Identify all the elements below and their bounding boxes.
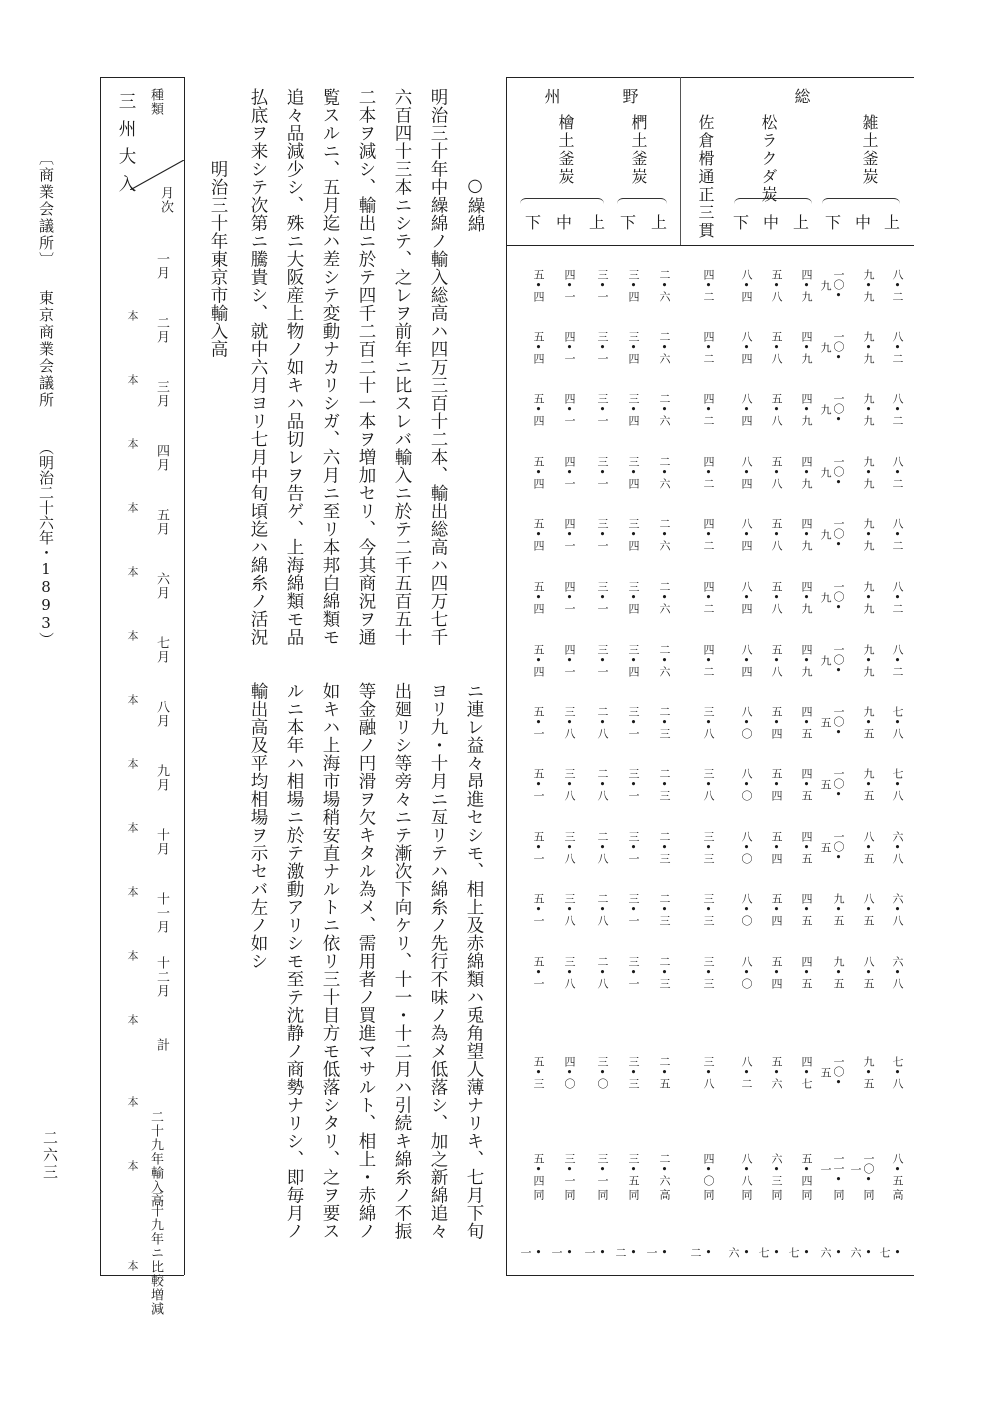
price-cell: 一〇•九 xyxy=(819,456,845,488)
price-cell: 八•二 xyxy=(891,269,904,301)
price-cell: 三•四 xyxy=(627,518,640,550)
price-cell: 五•四 xyxy=(770,831,783,863)
price-cell: 八•五 xyxy=(862,893,875,925)
price-cell: 同 xyxy=(702,1189,715,1199)
price-cell: 四•五 xyxy=(800,706,813,738)
price-cell: 三•四 xyxy=(627,331,640,363)
price-cell: 一〇•九 xyxy=(819,581,845,613)
price-cell: 五•四 xyxy=(532,518,545,550)
price-cell: 五•四 xyxy=(532,581,545,613)
price-cell: 八•〇 xyxy=(740,706,753,738)
price-cell: 三•四 xyxy=(627,269,640,301)
price-cell: 同 xyxy=(532,1189,545,1199)
price-cell: 四•五 xyxy=(800,956,813,988)
price-cell: 四•二 xyxy=(702,518,715,550)
unit-mark: 本 xyxy=(126,374,139,385)
price-cell: 五•八 xyxy=(770,269,783,301)
source-label: 〔商業会議所〕 xyxy=(37,150,55,269)
price-cell: 五•八 xyxy=(770,331,783,363)
price-cell: 七•八 xyxy=(891,1056,904,1088)
price-cell: 五•四 xyxy=(770,893,783,925)
price-cell: 三•八 xyxy=(702,768,715,800)
price-cell: 三•一 xyxy=(596,269,609,301)
price-cell: 五•四 xyxy=(770,768,783,800)
unit-mark: 本 xyxy=(126,1014,139,1025)
grade-label: 上 xyxy=(589,213,608,232)
price-cell: 四•二 xyxy=(702,393,715,425)
grade-label: 上 xyxy=(651,213,670,232)
region-divider xyxy=(680,77,681,245)
grade-label: 中 xyxy=(855,213,874,232)
grade-label: 上 xyxy=(884,213,903,232)
import-table-bottom-rule xyxy=(100,1275,184,1276)
month-header: 十月 xyxy=(154,828,169,856)
price-cell: 八•四 xyxy=(740,518,753,550)
price-cell: 三•八 xyxy=(702,706,715,738)
price-cell: 同 xyxy=(770,1189,783,1199)
product-zatsu-dogama: 雑土釜炭 xyxy=(860,114,879,186)
price-cell: 五•一 xyxy=(532,706,545,738)
price-cell: 五•四 xyxy=(532,393,545,425)
passage-line: 等金融ノ円滑ヲ欠キタル為メ、需用者ノ買進マサルト、相上・赤綿ノ xyxy=(356,682,376,1240)
price-cell: 八•五 xyxy=(891,1153,904,1185)
price-cell: 五•四 xyxy=(532,644,545,676)
price-cell: 九•九 xyxy=(862,269,875,301)
publisher-label: 東京商業会議所 xyxy=(37,290,55,409)
price-cell: •六 xyxy=(727,1246,753,1258)
price-cell: 二•六 xyxy=(658,518,671,550)
table-header-rule xyxy=(506,245,914,246)
unit-mark: 本 xyxy=(126,566,139,577)
price-cell: 八•二 xyxy=(891,644,904,676)
price-cell: 五•四 xyxy=(770,706,783,738)
price-cell: 五•一 xyxy=(532,831,545,863)
price-cell: 八•四 xyxy=(740,331,753,363)
region-label-sou: 総 xyxy=(792,88,811,106)
price-cell: 三•一 xyxy=(596,518,609,550)
import-table-left-rule xyxy=(100,77,101,1275)
price-cell: •一 xyxy=(550,1246,576,1258)
price-cell: 八•四 xyxy=(740,644,753,676)
price-cell: 八•四 xyxy=(740,581,753,613)
price-cell: 五•一 xyxy=(532,956,545,988)
passage-line: 覧スルニ、五月迄ハ差シテ変動ナカリシガ、六月ニ至リ本邦白綿類モ xyxy=(320,88,340,646)
price-cell: 八•〇 xyxy=(740,956,753,988)
price-cell: 三•一 xyxy=(596,1153,609,1185)
price-cell: 五•八 xyxy=(770,644,783,676)
price-cell: 八•二 xyxy=(891,393,904,425)
price-cell: •一 xyxy=(645,1246,671,1258)
price-cell: 高 xyxy=(891,1189,904,1199)
price-cell: 四•九 xyxy=(800,393,813,425)
month-header: 六月 xyxy=(154,572,169,600)
price-cell: 二•八 xyxy=(596,893,609,925)
price-cell: 三•〇 xyxy=(596,1056,609,1088)
price-cell: 二•八 xyxy=(596,831,609,863)
price-cell: 四•二 xyxy=(702,581,715,613)
price-cell: 四•〇 xyxy=(563,1056,576,1088)
passage-line: 明治三十年中繰綿ノ輸入総高ハ四万三百十二本、輸出総高ハ四万七千 xyxy=(428,88,448,646)
price-cell: 三•八 xyxy=(563,956,576,988)
price-cell: 四•〇 xyxy=(702,1153,715,1185)
unit-mark: 本 xyxy=(126,1260,139,1271)
price-cell: 三•一 xyxy=(596,456,609,488)
price-cell: 四•一 xyxy=(563,644,576,676)
price-cell: 二•五 xyxy=(658,1056,671,1088)
price-cell: 三•一 xyxy=(563,1153,576,1185)
price-cell: 四•一 xyxy=(563,456,576,488)
price-cell: 三•四 xyxy=(627,581,640,613)
price-cell: 四•九 xyxy=(800,644,813,676)
month-header: 一月 xyxy=(154,252,169,280)
unit-mark: 本 xyxy=(126,950,139,961)
month-header: 八月 xyxy=(154,700,169,728)
price-cell: 五•四 xyxy=(532,1153,545,1185)
price-cell: 同 xyxy=(740,1189,753,1199)
price-cell: 八•〇 xyxy=(740,768,753,800)
price-cell: 三•五 xyxy=(627,1153,640,1185)
price-cell: 三•一 xyxy=(596,331,609,363)
passage-line: ニ連レ益々昂進セシモ、相上及赤綿類ハ兎角望人薄ナリキ、七月下旬 xyxy=(464,682,484,1240)
price-cell: 四•五 xyxy=(800,768,813,800)
price-cell: 五•四 xyxy=(532,456,545,488)
price-cell: 九•五 xyxy=(832,956,845,988)
price-cell: 八•四 xyxy=(740,269,753,301)
passage-line: 払底ヲ来シテ次第ニ騰貴シ、就中六月ヨリ七月中旬頃迄ハ綿糸ノ活況 xyxy=(248,88,268,646)
row-label: 三州大入 xyxy=(116,92,136,202)
price-cell: 三•八 xyxy=(563,706,576,738)
grade-label: 下 xyxy=(825,213,844,232)
price-cell: •一 xyxy=(583,1246,609,1258)
price-cell: 四•一 xyxy=(563,331,576,363)
month-header: 四月 xyxy=(154,444,169,472)
unit-mark: 本 xyxy=(126,822,139,833)
price-cell: 三•一 xyxy=(596,581,609,613)
price-cell: 四•九 xyxy=(800,581,813,613)
price-cell: 同 xyxy=(627,1189,640,1199)
price-cell: 一〇•五 xyxy=(819,1056,845,1088)
price-cell: 三•八 xyxy=(702,1056,715,1088)
price-cell: 三•一 xyxy=(627,768,640,800)
price-cell: 八•〇 xyxy=(740,831,753,863)
passage-line: 六百四十三本ニシテ、之レヲ前年ニ比スレバ輸入ニ於テ二千五百五十 xyxy=(392,88,412,646)
price-cell: 三•四 xyxy=(627,456,640,488)
price-cell: •六 xyxy=(849,1246,875,1258)
price-cell: 二•六 xyxy=(658,1153,671,1185)
product-sakura-hodo: 佐倉榾通正三貫 xyxy=(696,114,715,240)
price-cell: 二•三 xyxy=(658,893,671,925)
price-cell: 八•五 xyxy=(862,831,875,863)
brace-hinoki xyxy=(520,198,604,209)
price-cell: 五•八 xyxy=(770,393,783,425)
month-header: 三月 xyxy=(154,380,169,408)
price-cell: 四•九 xyxy=(800,518,813,550)
unit-mark: 本 xyxy=(126,886,139,897)
price-cell: 三•三 xyxy=(627,1056,640,1088)
price-cell: 三•四 xyxy=(627,644,640,676)
month-header: 五月 xyxy=(154,508,169,536)
price-cell: 二•三 xyxy=(658,706,671,738)
grade-label: 中 xyxy=(763,213,782,232)
brace-matsu xyxy=(734,198,812,209)
price-cell: 九•九 xyxy=(862,581,875,613)
price-cell: 六•八 xyxy=(891,893,904,925)
price-cell: 九•九 xyxy=(862,456,875,488)
unit-mark: 本 xyxy=(126,438,139,449)
price-cell: 九•五 xyxy=(862,768,875,800)
price-cell: 七•八 xyxy=(891,768,904,800)
passage-line: 輸出高及平均相場ヲ示セバ左ノ如シ xyxy=(248,682,268,970)
table-caption: 明治三十年東京市輸入高 xyxy=(208,160,228,358)
price-cell: 四•二 xyxy=(702,644,715,676)
price-cell: 五•八 xyxy=(770,456,783,488)
price-cell: 四•一 xyxy=(563,269,576,301)
price-cell: 九•五 xyxy=(862,1056,875,1088)
price-cell: •六 xyxy=(819,1246,845,1258)
price-cell: 八•四 xyxy=(740,456,753,488)
price-cell: 三•一 xyxy=(596,393,609,425)
price-cell: 二•三 xyxy=(658,831,671,863)
price-cell: 同 xyxy=(800,1189,813,1199)
price-cell: 同 xyxy=(596,1189,609,1199)
price-cell: 八•〇 xyxy=(740,893,753,925)
corner-label-bottom: 種類 xyxy=(148,88,163,116)
price-cell: 一〇•九 xyxy=(819,331,845,363)
price-cell: 同 xyxy=(832,1189,845,1199)
price-cell: 二•六 xyxy=(658,644,671,676)
price-cell: 八•四 xyxy=(740,393,753,425)
brace-kunugi xyxy=(617,198,667,209)
grade-label: 下 xyxy=(733,213,752,232)
product-matsu-rakuda: 松ラクダ炭 xyxy=(759,114,778,204)
price-cell: 二•六 xyxy=(658,393,671,425)
passage-heading: ○繰綿 xyxy=(465,176,485,233)
price-cell: 二•三 xyxy=(658,956,671,988)
extra-col-header: 二十九年ニ比較増減 xyxy=(148,1190,163,1316)
region-label-shu: 州 xyxy=(542,88,561,106)
price-cell: 五•四 xyxy=(532,331,545,363)
price-cell: 四•一 xyxy=(563,518,576,550)
price-cell: 高 xyxy=(658,1189,671,1199)
month-header: 十二月 xyxy=(154,956,169,998)
price-cell: 八•二 xyxy=(891,581,904,613)
price-cell: 三•三 xyxy=(702,831,715,863)
price-cell: 九•九 xyxy=(862,331,875,363)
price-cell: 三•四 xyxy=(627,393,640,425)
price-cell: 一〇•九 xyxy=(819,644,845,676)
price-cell: 二•八 xyxy=(596,706,609,738)
price-cell: 一〇•五 xyxy=(819,768,845,800)
price-cell: 二•八 xyxy=(596,768,609,800)
passage-line: 出廻リシ等旁々ニテ漸次下向ケリ、十一・十二月ハ引続キ綿糸ノ不振 xyxy=(392,682,412,1240)
price-cell: 六•八 xyxy=(891,831,904,863)
table-top-rule xyxy=(506,77,914,78)
price-cell: 一一•一 xyxy=(819,1153,845,1185)
grade-label: 下 xyxy=(525,213,544,232)
price-cell: 九•九 xyxy=(862,518,875,550)
price-cell: •七 xyxy=(757,1246,783,1258)
passage-line: ヨリ九・十月ニ亙リテハ綿糸ノ先行不味ノ為メ低落シ、加之新綿追々 xyxy=(428,682,448,1240)
price-cell: 五•一 xyxy=(532,893,545,925)
month-header: 十一月 xyxy=(154,892,169,934)
price-cell: 九•九 xyxy=(862,644,875,676)
price-cell: 八•五 xyxy=(862,956,875,988)
product-hinoki-dogama: 檜土釜炭 xyxy=(556,114,575,186)
price-cell: 三•一 xyxy=(627,706,640,738)
price-cell: 三•八 xyxy=(563,768,576,800)
page-number: 二六三 xyxy=(41,1130,59,1181)
month-header: 計 xyxy=(154,1038,169,1052)
price-cell: 一〇•一 xyxy=(849,1153,875,1185)
price-cell: 五•四 xyxy=(770,956,783,988)
price-cell: 五•八 xyxy=(770,518,783,550)
price-cell: 八•二 xyxy=(891,518,904,550)
price-cell: 三•八 xyxy=(563,893,576,925)
price-cell: 三•三 xyxy=(702,893,715,925)
table-bottom-rule xyxy=(506,1275,914,1276)
price-cell: 同 xyxy=(563,1189,576,1199)
price-cell: 四•一 xyxy=(563,581,576,613)
price-cell: 四•九 xyxy=(800,269,813,301)
product-kunugi-dogama: 椚土釜炭 xyxy=(629,114,648,186)
import-table-top-rule xyxy=(100,77,184,78)
passage-line: ルニ本年ハ相場ニ於テ激動アリシモ至テ沈静ノ商勢ナリシ、即毎月ノ xyxy=(284,682,304,1240)
price-cell: 三•一 xyxy=(627,956,640,988)
price-cell: 五•四 xyxy=(532,269,545,301)
price-cell: 四•七 xyxy=(800,1056,813,1088)
price-cell: 五•四 xyxy=(800,1153,813,1185)
unit-mark: 本 xyxy=(126,1160,139,1171)
unit-mark: 本 xyxy=(126,310,139,321)
price-cell: 四•二 xyxy=(702,331,715,363)
price-cell: 五•三 xyxy=(532,1056,545,1088)
price-cell: 四•二 xyxy=(702,456,715,488)
price-cell: 一〇•九 xyxy=(819,269,845,301)
unit-mark: 本 xyxy=(126,630,139,641)
price-cell: 四•五 xyxy=(800,893,813,925)
price-cell: 八•八 xyxy=(740,1153,753,1185)
grade-label: 下 xyxy=(620,213,639,232)
unit-mark: 本 xyxy=(126,758,139,769)
month-header: 九月 xyxy=(154,764,169,792)
unit-mark: 本 xyxy=(126,1096,139,1107)
price-cell: 六•八 xyxy=(891,956,904,988)
price-cell: •一 xyxy=(519,1246,545,1258)
price-cell: 八•二 xyxy=(891,331,904,363)
extra-col-header: 二十九年輸入高 xyxy=(148,1110,163,1208)
price-cell: 八•二 xyxy=(740,1056,753,1088)
passage-line: 追々品減少シ、殊ニ大阪産上物ノ如キハ品切レヲ告ゲ、上海綿類モ品 xyxy=(284,88,304,646)
price-cell: 二•六 xyxy=(658,581,671,613)
price-cell: 三•八 xyxy=(563,831,576,863)
price-cell: •七 xyxy=(878,1246,904,1258)
unit-mark: 本 xyxy=(126,502,139,513)
grade-label: 中 xyxy=(556,213,575,232)
price-cell: 三•三 xyxy=(702,956,715,988)
price-cell: 三•一 xyxy=(627,893,640,925)
price-cell: 七•八 xyxy=(891,706,904,738)
price-cell: 九•五 xyxy=(862,706,875,738)
price-cell: 二•六 xyxy=(658,456,671,488)
price-cell: •二 xyxy=(689,1246,715,1258)
price-cell: 九•九 xyxy=(862,393,875,425)
price-cell: 一〇•五 xyxy=(819,706,845,738)
price-cell: 三•一 xyxy=(596,644,609,676)
price-cell: 二•三 xyxy=(658,768,671,800)
table-left-rule xyxy=(506,77,507,1275)
price-cell: •七 xyxy=(787,1246,813,1258)
price-cell: 一〇•九 xyxy=(819,518,845,550)
price-cell: 六•三 xyxy=(770,1153,783,1185)
price-cell: 五•八 xyxy=(770,581,783,613)
month-header: 七月 xyxy=(154,636,169,664)
passage-line: 二本ヲ減シ、輸出ニ於テ四千二百二十一本ヲ増加セリ、今其商況ヲ通 xyxy=(356,88,376,646)
price-cell: 三•一 xyxy=(627,831,640,863)
price-cell: 同 xyxy=(862,1189,875,1199)
price-cell: 一〇•五 xyxy=(819,831,845,863)
import-table-right-rule xyxy=(184,77,185,1275)
passage-line: 如キハ上海市場稍安直ナルトニ依リ三十目方モ低落シタリ、之ヲ要ス xyxy=(320,682,340,1240)
price-cell: 四•五 xyxy=(800,831,813,863)
price-cell: 五•六 xyxy=(770,1056,783,1088)
corner-label-top: 月次 xyxy=(158,186,173,214)
grade-label: 上 xyxy=(793,213,812,232)
price-cell: •二 xyxy=(614,1246,640,1258)
price-cell: 一〇•九 xyxy=(819,393,845,425)
price-cell: 二•六 xyxy=(658,331,671,363)
price-cell: 五•一 xyxy=(532,768,545,800)
region-label-ya: 野 xyxy=(620,88,639,106)
price-cell: 八•二 xyxy=(891,456,904,488)
brace-zatsu xyxy=(822,198,900,209)
edition-label: （明治二十六年・1893） xyxy=(37,440,55,647)
price-cell: 四•二 xyxy=(702,269,715,301)
price-cell: 四•九 xyxy=(800,456,813,488)
price-cell: 二•六 xyxy=(658,269,671,301)
price-cell: 四•九 xyxy=(800,331,813,363)
price-cell: 二•八 xyxy=(596,956,609,988)
price-cell: 四•一 xyxy=(563,393,576,425)
unit-mark: 本 xyxy=(126,694,139,705)
price-cell: 九•五 xyxy=(832,893,845,925)
month-header: 二月 xyxy=(154,316,169,344)
